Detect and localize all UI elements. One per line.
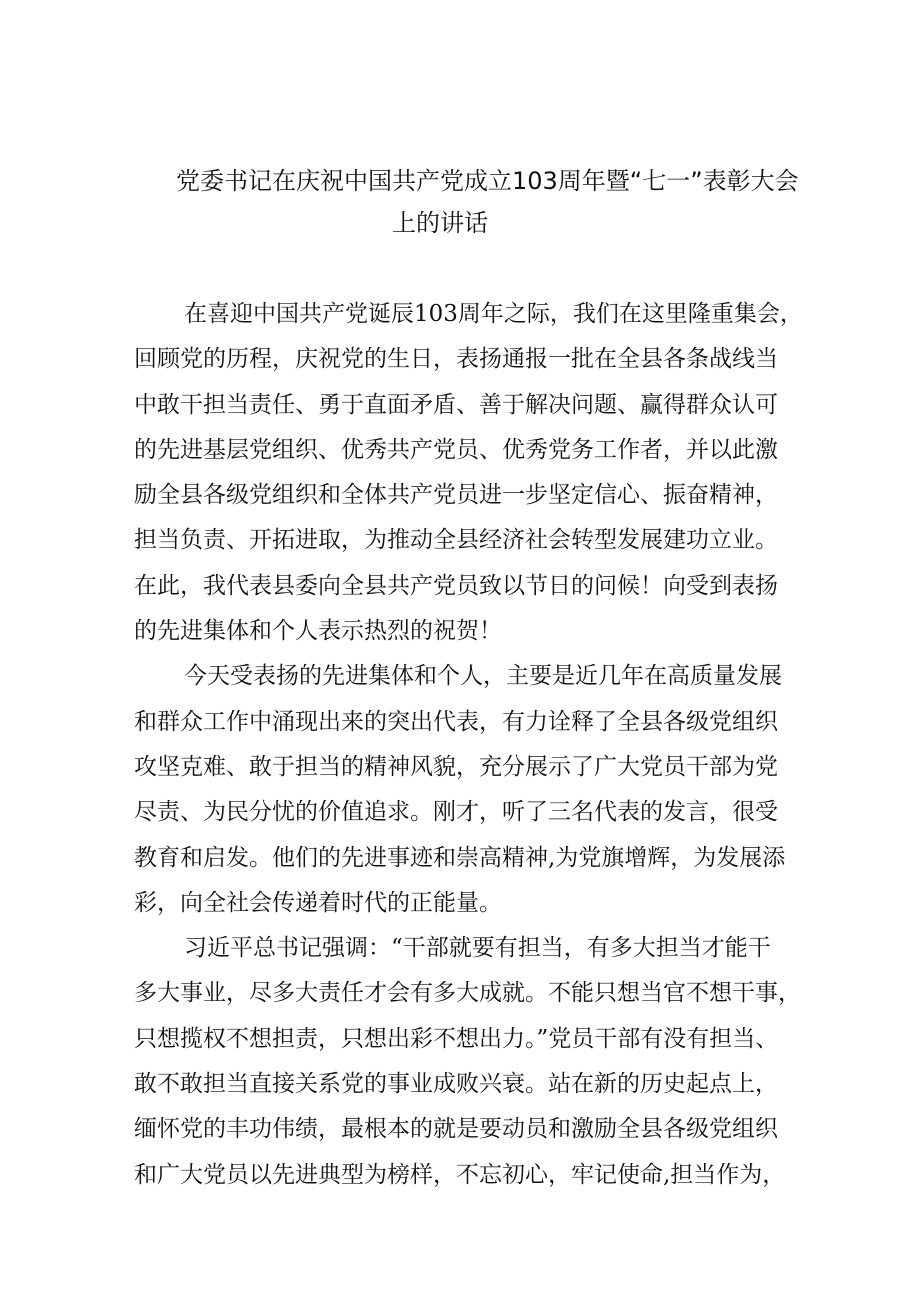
text-line: 回顾党的历程，庆祝党的生日，表扬通报一批在全县各条战线当 bbox=[134, 346, 778, 373]
text-line: 在此，我代表县委向全县共产党员致以节日的问候！向受到表扬 bbox=[134, 572, 778, 599]
text-line: 和广大党员以先进典型为榜样，不忘初心，牢记使命,担当作为， bbox=[134, 1161, 786, 1188]
text-line: 励全县各级党组织和全体共产党员进一步坚定信心、振奋精神， bbox=[134, 482, 778, 509]
text-line: 教育和启发。他们的先进事迹和崇高精神,为党旗增辉，为发展添 bbox=[134, 844, 786, 871]
text-line: 多大事业，尽多大责任才会有多大成就。不能只想当官不想干事， bbox=[134, 980, 801, 1007]
text-line: 只想揽权不想担责，只想出彩不想出力。”党员干部有没有担当、 bbox=[134, 1025, 779, 1052]
paragraph-3 bbox=[134, 926, 806, 1198]
text-line: 缅怀党的丰功伟绩，最根本的就是要动员和激励全县各级党组织 bbox=[134, 1116, 778, 1143]
text-line: 彩，向全社会传递着时代的正能量。 bbox=[134, 889, 502, 916]
text-line: 的先进集体和个人表示热烈的祝贺！ bbox=[134, 618, 502, 645]
title-line: 党委书记在庆祝中国共产党成立103周年暨“七一”表彰大会 bbox=[176, 167, 799, 195]
text-line: 和群众工作中涌现出来的突出代表，有力诠释了全县各级党组织 bbox=[134, 708, 778, 735]
text-line: 习近平总书记强调：“干部就要有担当，有多大担当才能干 bbox=[184, 935, 771, 962]
document-title bbox=[176, 160, 816, 244]
text-line: 担当负责、开拓进取，为推动全县经济社会转型发展建功立业。 bbox=[134, 527, 778, 554]
title-line: 上的讲话 bbox=[392, 209, 488, 237]
text-line: 中敢干担当责任、勇于直面矛盾、善于解决问题、赢得群众认可 bbox=[134, 391, 778, 418]
text-line: 敢不敢担当直接关系党的事业成败兴衰。站在新的历史起点上， bbox=[134, 1071, 778, 1098]
text-line: 尽责、为民分忧的价值追求。刚才，听了三名代表的发言，很受 bbox=[134, 799, 778, 826]
text-line: 的先进基层党组织、优秀共产党员、优秀党务工作者，并以此激 bbox=[134, 436, 778, 463]
document-body bbox=[134, 292, 806, 1198]
text-line: 攻坚克难、敢于担当的精神风貌，充分展示了广大党员干部为党 bbox=[134, 753, 778, 780]
paragraph-2 bbox=[134, 654, 806, 926]
text-line: 今天受表扬的先进集体和个人，主要是近几年在高质量发展 bbox=[184, 663, 782, 690]
text-line: 在喜迎中国共产党诞辰103周年之际，我们在这里隆重集会， bbox=[184, 301, 803, 327]
paragraph-1 bbox=[134, 292, 806, 654]
